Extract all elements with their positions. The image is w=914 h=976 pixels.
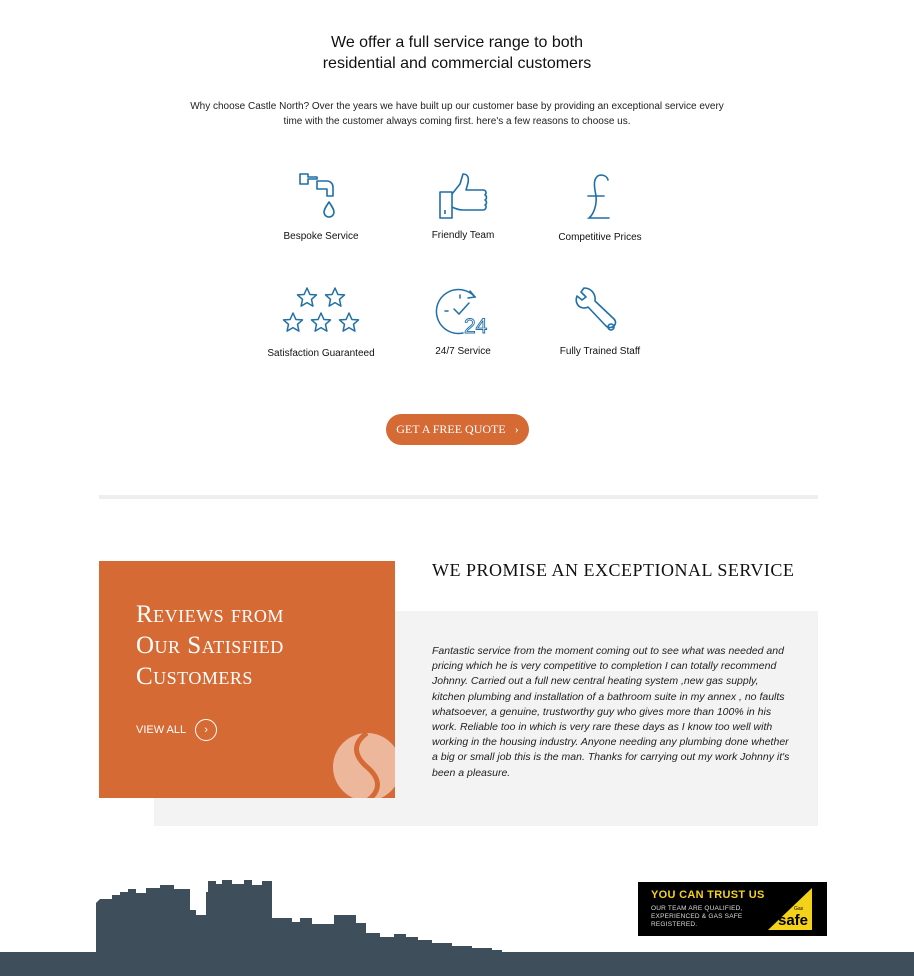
feature-label: Fully Trained Staff — [559, 346, 641, 357]
gas-safe-logo-small-text: Gas — [794, 906, 804, 912]
reviews-title-line-3: Customers — [136, 663, 253, 690]
section-heading — [0, 32, 914, 74]
feature-label: 24/7 Service — [435, 346, 491, 357]
stars-icon — [276, 283, 366, 341]
chevron-right-icon: › — [514, 422, 519, 436]
get-free-quote-button[interactable] — [386, 414, 529, 445]
heading-line-1: We offer a full service range to both — [331, 34, 583, 51]
trust-badge — [638, 882, 827, 936]
heading-line-2: residential and commercial customers — [322, 55, 592, 72]
intro-text: Why choose Castle North? Over the years we have built up our customer base by providing an exceptional service every time with the customer always coming first. here's a few reasons to choose us. — [190, 101, 724, 127]
feature-competitive-prices — [515, 170, 685, 243]
svg-text:24: 24 — [464, 315, 488, 338]
promise-title: WE PROMISE AN EXCEPTIONAL SERVICE — [432, 560, 795, 580]
badge-text: OUR TEAM ARE QUALIFIED, EXPERIENCED & GAS SAFE REGISTERED. — [651, 905, 743, 928]
tap-icon — [291, 170, 351, 225]
gas-safe-logo-icon — [768, 888, 812, 930]
feature-label: Friendly Team — [431, 230, 495, 241]
feature-label: Bespoke Service — [283, 231, 359, 242]
clock-24-icon — [433, 283, 493, 339]
reviews-title-line-1: Reviews from — [136, 601, 284, 628]
wrench-icon — [570, 283, 630, 341]
button-label: GET A FREE QUOTE — [396, 422, 506, 436]
chevron-circle-icon: › — [195, 719, 217, 741]
gas-safe-logo-text: safe — [778, 912, 809, 929]
badge-title: YOU CAN TRUST US — [651, 889, 765, 901]
feature-label: Satisfaction Guaranteed — [267, 348, 375, 359]
thumbs-up-icon — [433, 170, 493, 224]
feature-fully-trained-staff — [515, 283, 685, 357]
review-text: Fantastic service from the moment coming out to see what was needed and pricing which he is very competitive to completion I can totally recommend Johnny. Carried out a full new central heating system ,new gas supply, kitchen plumbing and installation of a bathroom suite in my annex , no faults whatsoever, a genuine, trustworthy guy who gives more than 100% in his work. Reliable too in which is very rare these days as I know too well with working in the housing industry. Anyone needing any plumbing done whether a big or small job this is the man. Thanks for carrying out my work Johnny it's been a pleasure. — [432, 645, 790, 779]
decorative-circle-icon — [332, 732, 395, 798]
view-all-link[interactable] — [136, 719, 217, 741]
view-all-label: VIEW ALL — [136, 724, 187, 736]
pound-icon — [570, 170, 630, 226]
reviews-box — [99, 561, 395, 798]
reviews-title — [136, 599, 284, 692]
reviews-title-line-2: Our Satisfied — [136, 632, 284, 659]
feature-label: Competitive Prices — [558, 232, 642, 243]
section-divider — [99, 495, 818, 499]
